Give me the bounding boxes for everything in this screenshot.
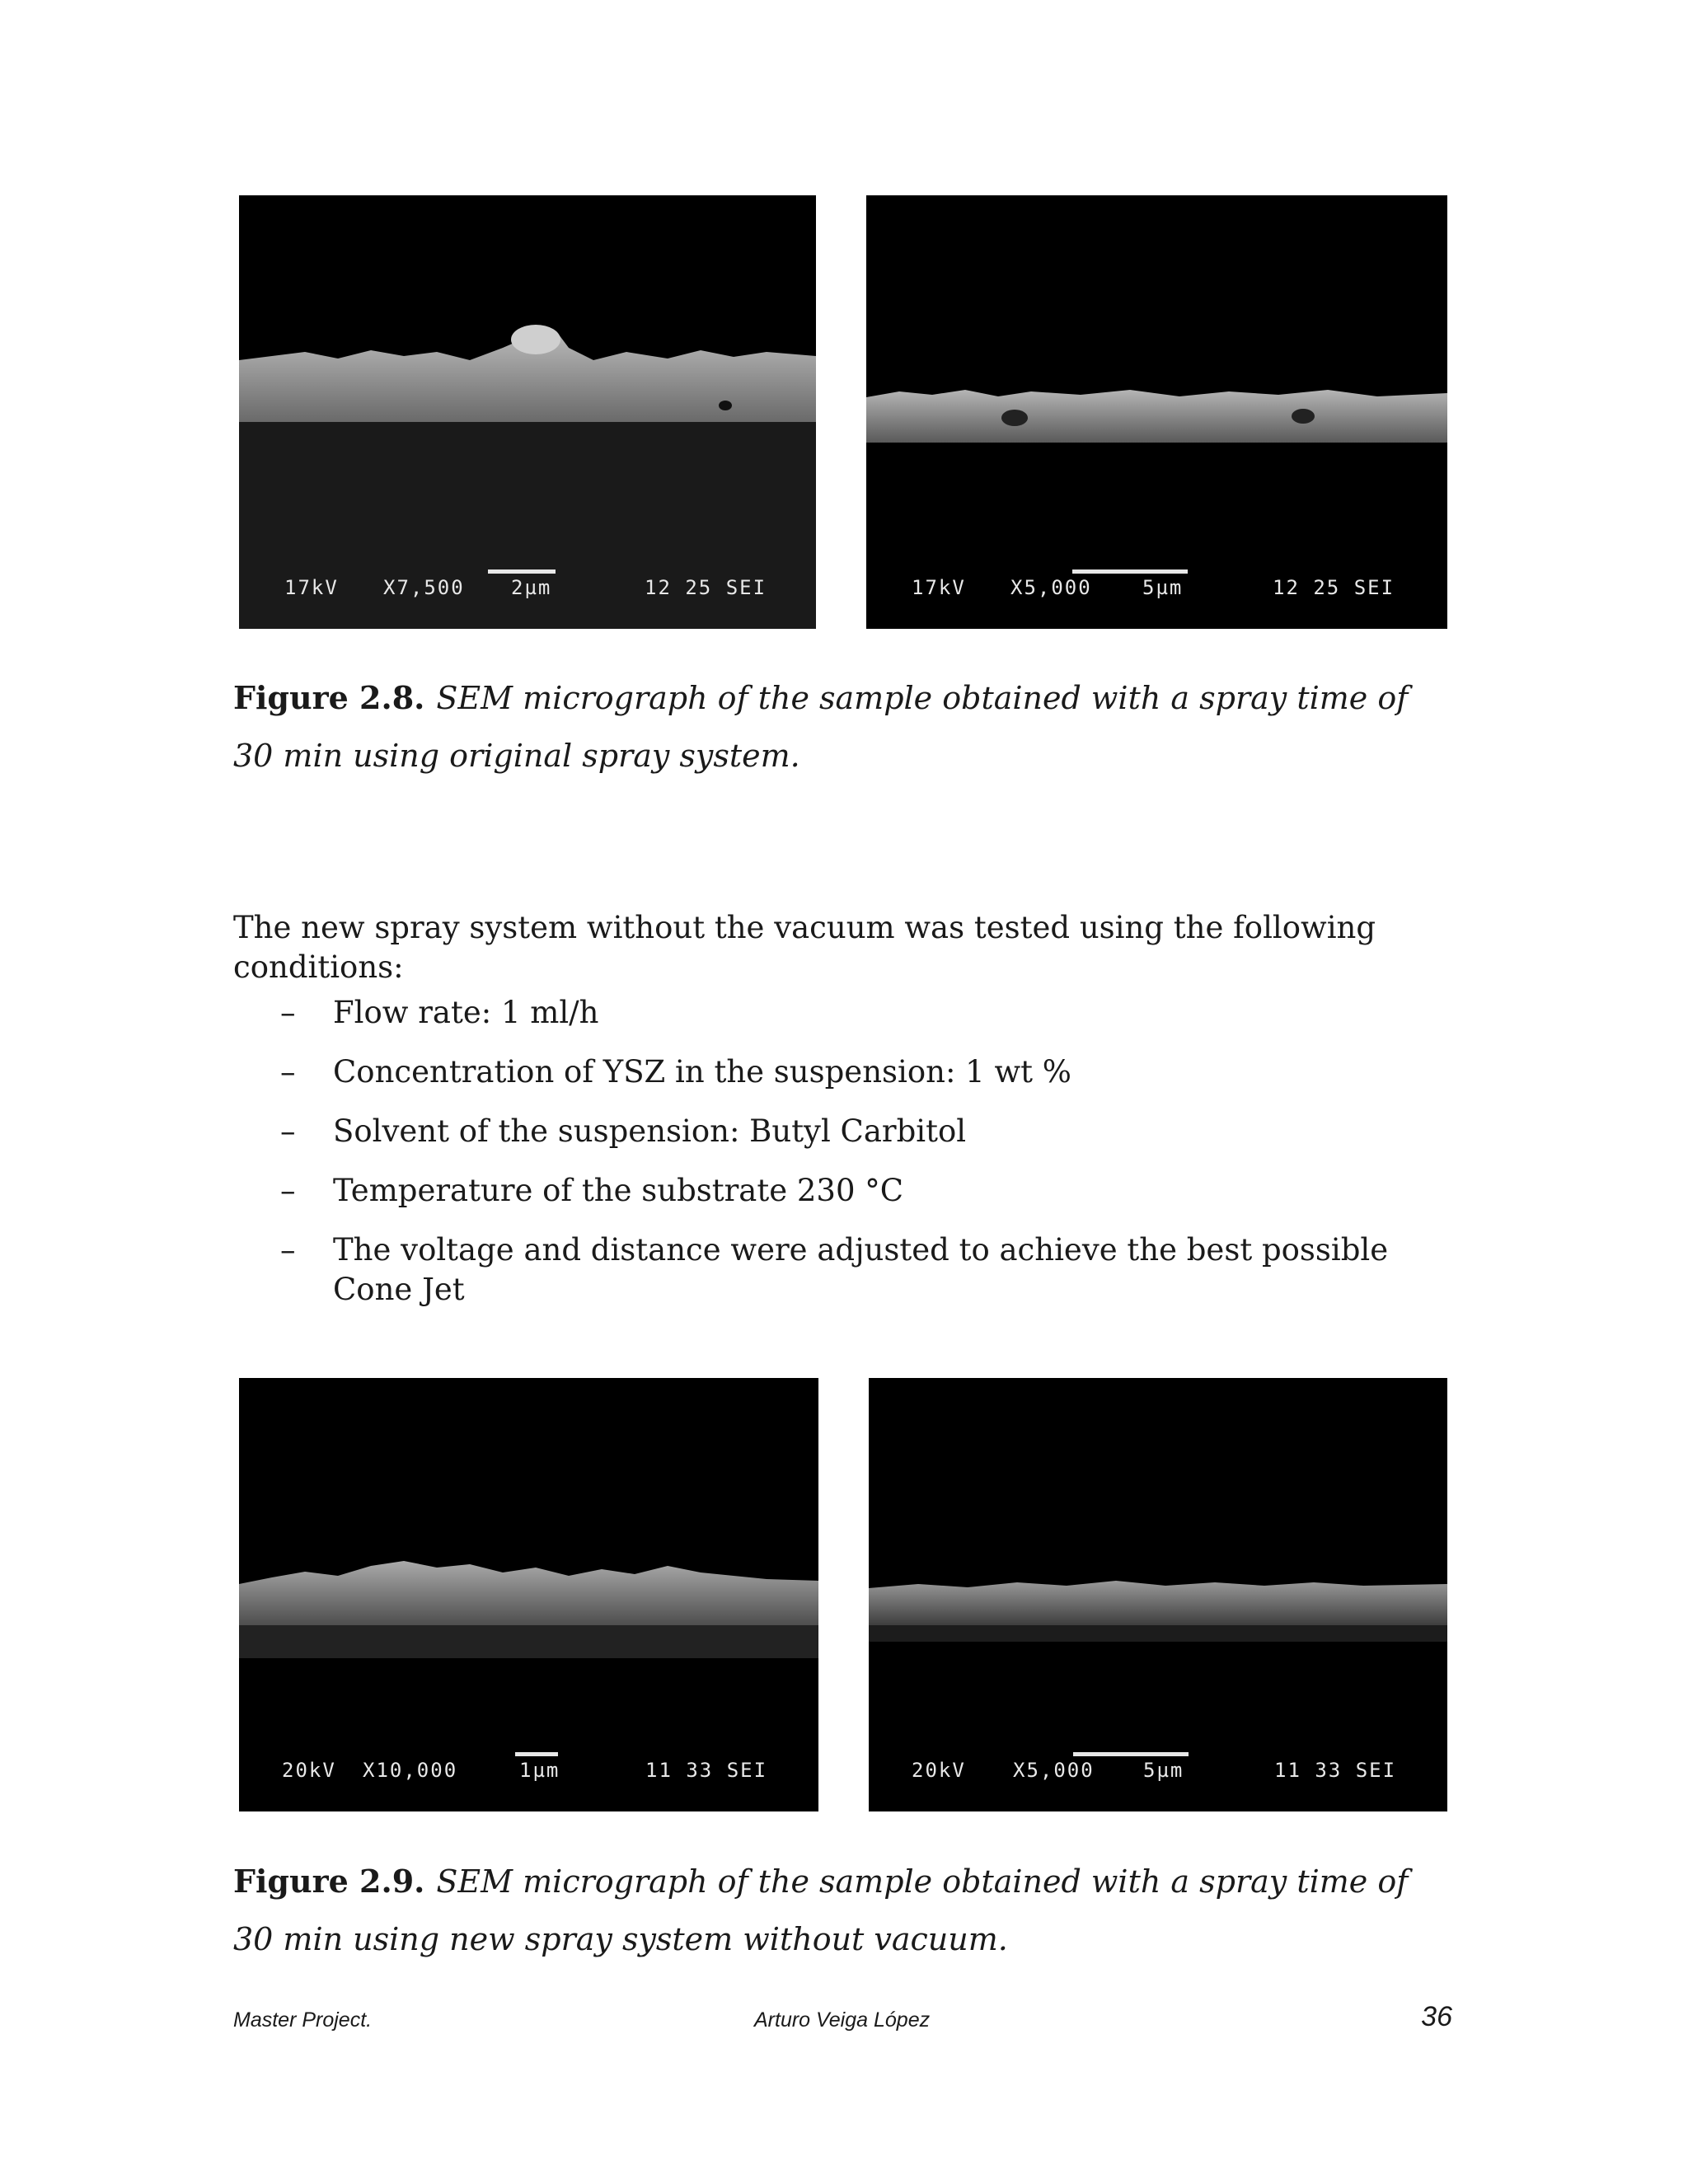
- sem-code: 11 33 SEI: [1274, 1759, 1397, 1782]
- sem-image-fig28-left: [239, 195, 816, 629]
- list-item-text: The voltage and distance were adjusted to achieve the best possible Cone Jet: [333, 1232, 1389, 1307]
- sem-voltage: 20kV: [912, 1759, 966, 1782]
- sem-micrograph-graphic: [239, 1378, 818, 1811]
- sem-micrograph-graphic: [869, 1378, 1447, 1811]
- list-item: [280, 1112, 1475, 1171]
- sem-magnification: X10,000: [363, 1759, 458, 1782]
- caption-text: SEM micrograph of the sample obtained with a spray time of 30 min using new spray system without vacuum.: [233, 1863, 1409, 1957]
- list-item-text: Temperature of the substrate 230 °C: [333, 1173, 904, 1208]
- sem-voltage: 17kV: [284, 576, 339, 599]
- scale-bar: [1072, 569, 1188, 574]
- list-item: [280, 993, 1475, 1052]
- list-marker: –: [280, 1232, 296, 1268]
- footer-author: Arturo Veiga López: [754, 2008, 931, 2032]
- sem-scale: 5µm: [1142, 576, 1184, 599]
- scale-bar: [515, 1752, 558, 1756]
- sem-magnification: X5,000: [1013, 1759, 1095, 1782]
- sem-image-fig29-left: [239, 1378, 818, 1811]
- scale-bar: [1073, 1752, 1189, 1756]
- sem-scale: 5µm: [1143, 1759, 1184, 1782]
- list-marker: –: [280, 1173, 296, 1208]
- sem-micrograph-graphic: [239, 195, 816, 629]
- list-item-text: Solvent of the suspension: Butyl Carbitol: [333, 1113, 967, 1149]
- list-item: [280, 1171, 1475, 1230]
- list-item-text: Concentration of YSZ in the suspension: 1 wt %: [333, 1054, 1071, 1090]
- list-item: [280, 1230, 1475, 1307]
- caption-text: SEM micrograph of the sample obtained with a spray time of 30 min using original spray system.: [233, 680, 1409, 774]
- list-marker: –: [280, 995, 296, 1030]
- intro-paragraph: The new spray system without the vacuum was tested using the following conditions:: [233, 910, 1376, 985]
- sem-code: 12 25 SEI: [645, 576, 767, 599]
- sem-image-fig28-right: [866, 195, 1447, 629]
- figure-caption-2-9: [233, 1853, 1453, 1968]
- list-item: [280, 1052, 1475, 1112]
- footer-left: Master Project.: [233, 2008, 373, 2032]
- sem-voltage: 17kV: [912, 576, 966, 599]
- scale-bar: [488, 569, 556, 574]
- sem-scale: 2µm: [511, 576, 552, 599]
- sem-voltage: 20kV: [282, 1759, 336, 1782]
- figure-label: Figure 2.9.: [233, 1863, 425, 1900]
- sem-magnification: X5,000: [1010, 576, 1092, 599]
- figure-label: Figure 2.8.: [233, 679, 425, 716]
- sem-micrograph-graphic: [866, 195, 1447, 629]
- page-number: 36: [1421, 2001, 1452, 2032]
- conditions-list: [280, 993, 1475, 1307]
- list-marker: –: [280, 1054, 296, 1090]
- figure-caption-2-8: [233, 669, 1453, 785]
- sem-code: 12 25 SEI: [1273, 576, 1395, 599]
- list-marker: –: [280, 1113, 296, 1149]
- sem-image-fig29-right: [869, 1378, 1447, 1811]
- sem-magnification: X7,500: [383, 576, 465, 599]
- sem-scale: 1µm: [519, 1759, 560, 1782]
- sem-code: 11 33 SEI: [645, 1759, 768, 1782]
- list-item-text: Flow rate: 1 ml/h: [333, 995, 599, 1030]
